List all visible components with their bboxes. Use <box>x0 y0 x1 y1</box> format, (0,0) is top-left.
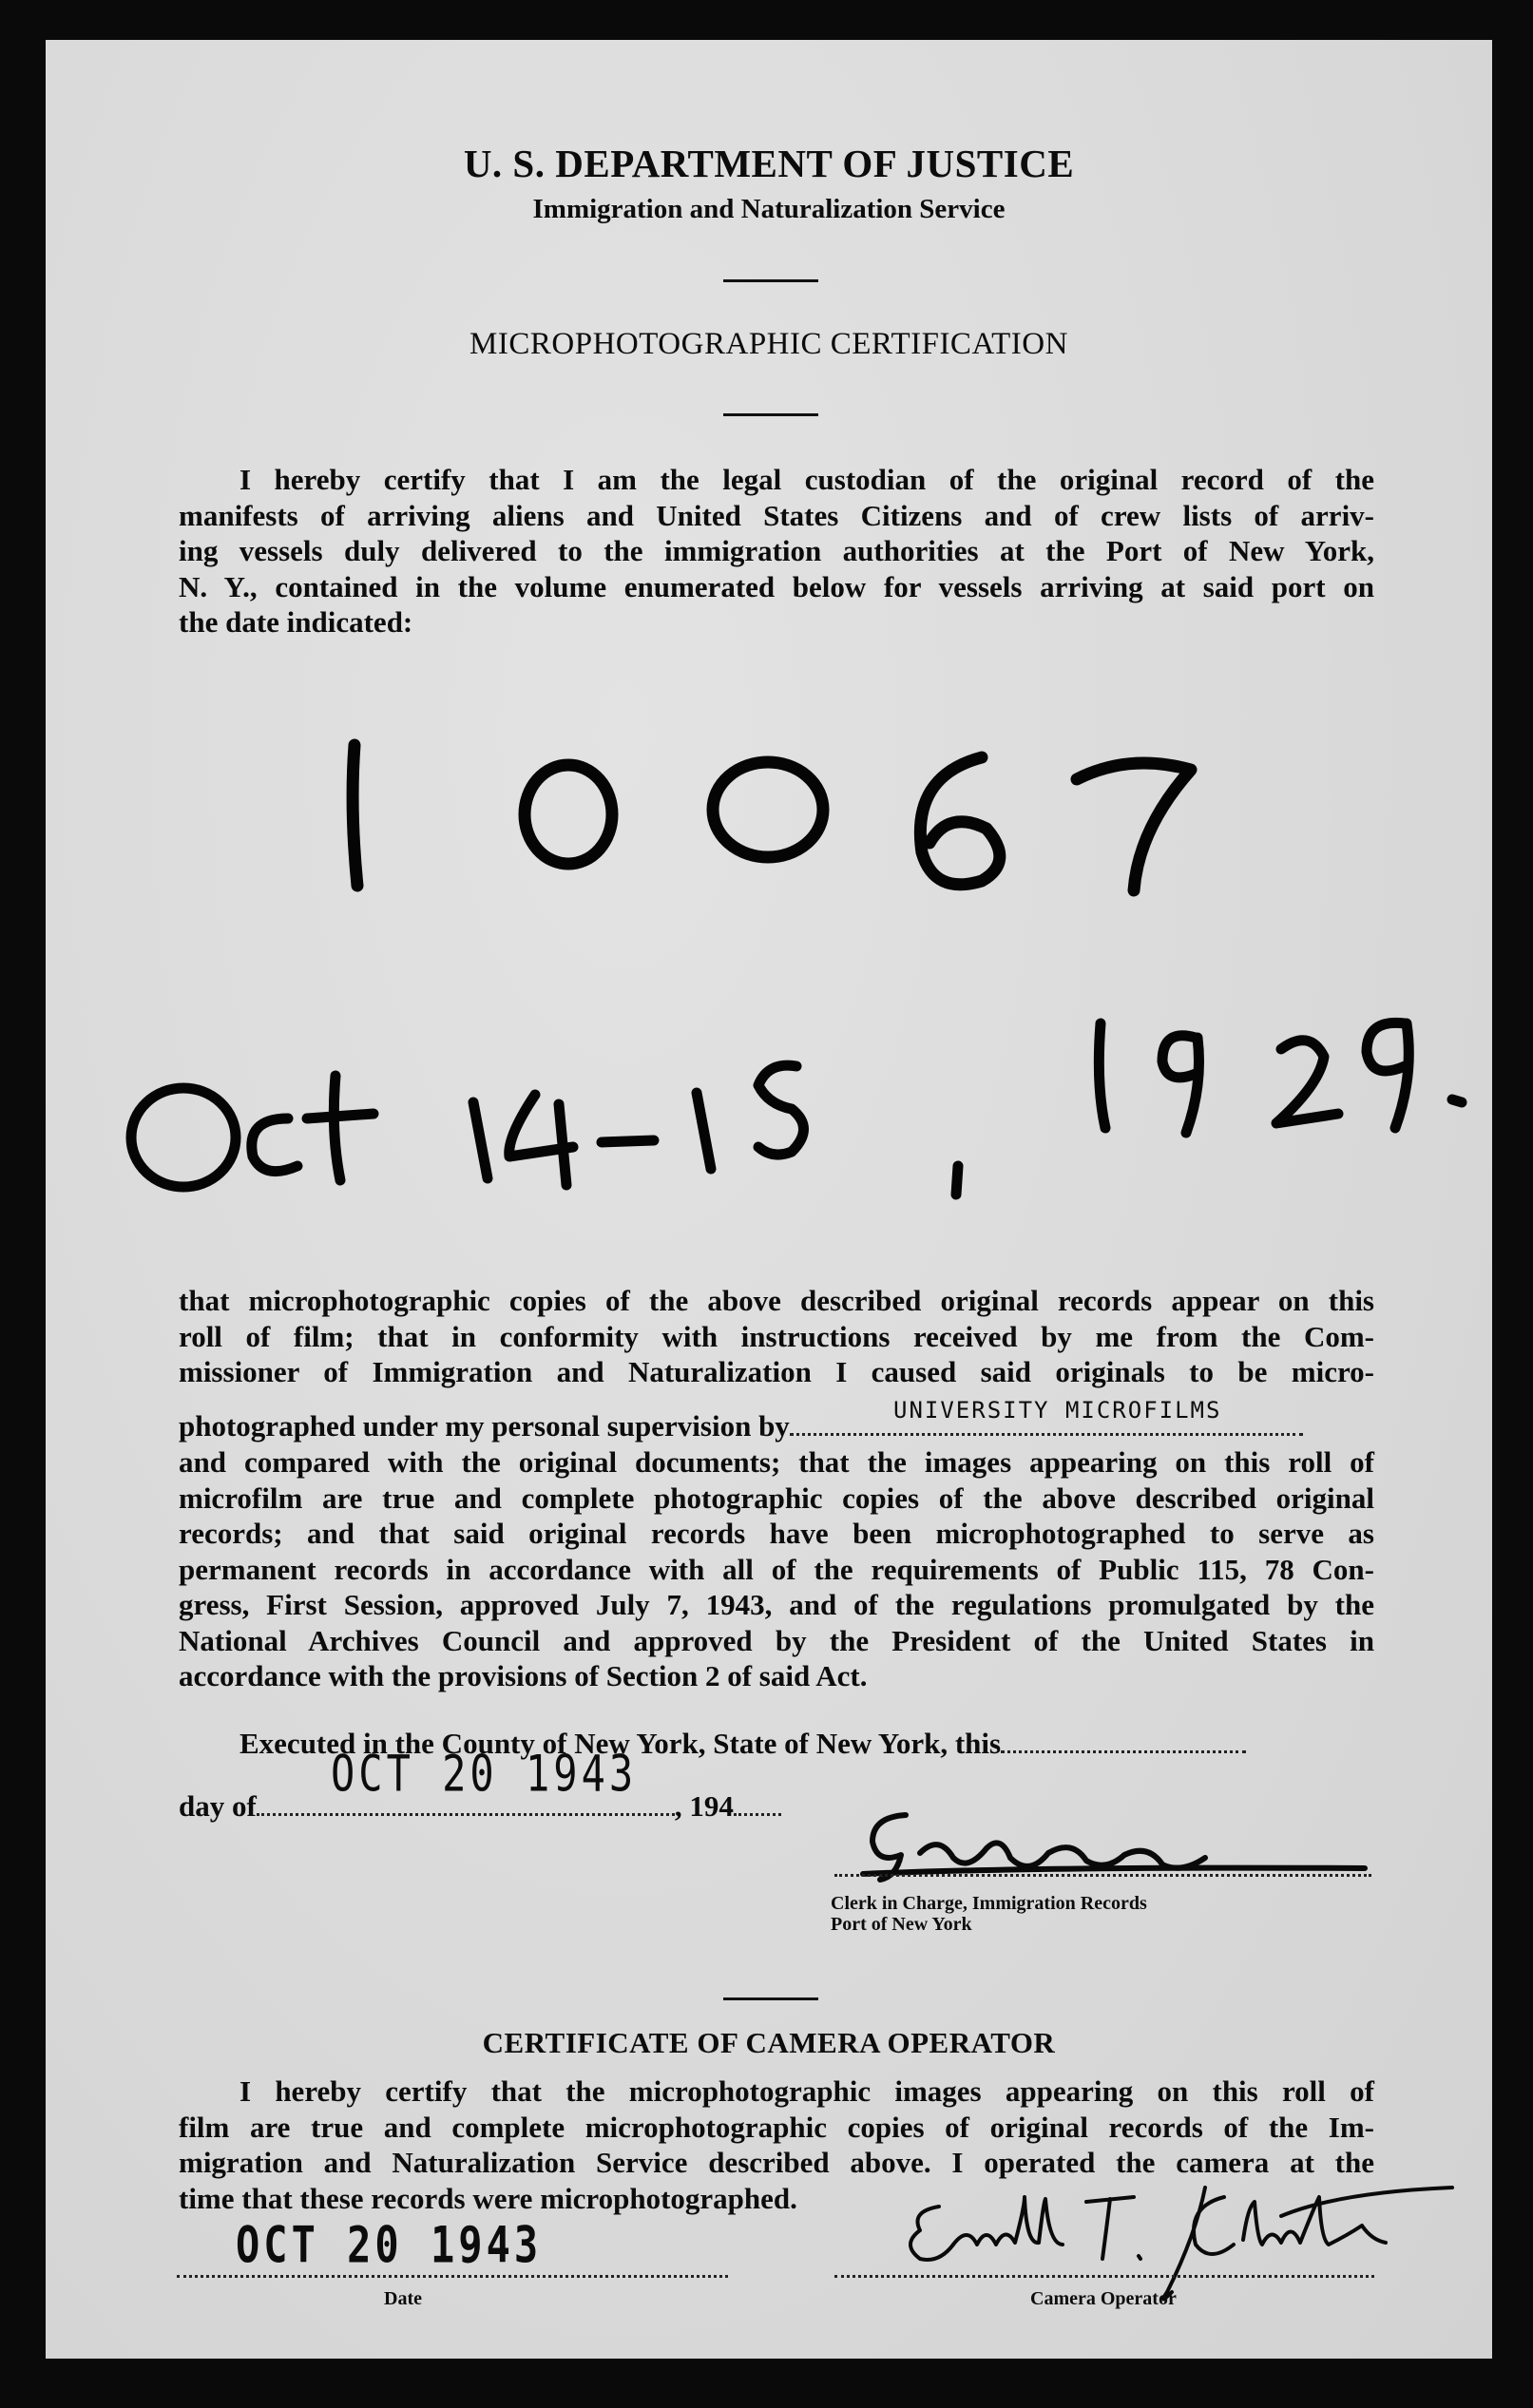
supervision-prefix: photographed under my personal supervision by <box>179 1409 790 1443</box>
year-suffix: , 194 <box>674 1789 734 1823</box>
paragraph-line: National Archives Council and approved by the President of the United States in <box>179 1623 1374 1657</box>
camera-operator-label: Camera Operator <box>1030 2288 1177 2309</box>
paragraph-line: migration and Naturalization Service described above. I operated the camera at the <box>179 2146 1374 2179</box>
certificate-sheet <box>46 40 1492 2359</box>
paragraph-line: N. Y., contained in the volume enumerated below for vessels arriving at said port on <box>179 569 1374 603</box>
clerk-title-line: Clerk in Charge, Immigration Records <box>831 1893 1147 1914</box>
paragraph-line: I hereby certify that I am the legal custodian of the original record of the <box>240 463 1374 496</box>
paragraph-line: accordance with the provisions of Section 2 of said Act. <box>179 1659 868 1692</box>
certification-title: MICROPHOTOGRAPHIC CERTIFICATION <box>469 327 1068 361</box>
executed-text: Executed in the County of New York, State of New York, this <box>240 1727 1002 1760</box>
paragraph-line: ing vessels duly delivered to the immigration authorities at the Port of New York, <box>179 534 1374 567</box>
supervisor-fill-line <box>790 1433 1303 1436</box>
paragraph-line: the date indicated: <box>179 605 413 639</box>
operator-date-stamp: OCT 20 1943 <box>236 2215 543 2275</box>
divider <box>723 279 818 282</box>
day-of-fill-line <box>257 1813 675 1816</box>
clerk-title-line: Port of New York <box>831 1914 972 1935</box>
operator-signature <box>882 2150 1471 2302</box>
handwritten-volume-number <box>283 686 1281 924</box>
department-heading: U. S. DEPARTMENT OF JUSTICE <box>463 142 1075 185</box>
executed-day-fill-line <box>1001 1750 1246 1753</box>
certification-paragraph-2 <box>179 1283 1374 1390</box>
clerk-signature <box>844 1806 1376 1891</box>
divider <box>723 413 818 416</box>
paragraph-line: I hereby certify that the microphotographic images appearing on this roll of <box>240 2074 1374 2108</box>
service-subheading: Immigration and Naturalization Service <box>532 194 1006 224</box>
clerk-title <box>831 1893 1147 1935</box>
paragraph-line: gress, First Session, approved July 7, 1943, and of the regulations promulgated by the <box>179 1588 1374 1621</box>
supervisor-typed-name: UNIVERSITY MICROFILMS <box>893 1397 1222 1424</box>
paragraph-line: records; and that said original records have been microphotographed to serve as <box>179 1517 1374 1550</box>
operator-date-line <box>177 2275 728 2278</box>
paragraph-line: film are true and complete microphotographic copies of original records of the Im- <box>179 2110 1374 2144</box>
clerk-signature-line <box>834 1874 1371 1877</box>
paragraph-line: that microphotographic copies of the above described original records appear on this <box>179 1284 1374 1317</box>
certification-paragraph-3 <box>179 1444 1374 1694</box>
paragraph-line: missioner of Immigration and Naturalization I caused said originals to be micro- <box>179 1355 1374 1388</box>
certification-paragraph-1 <box>179 462 1374 640</box>
year-fill-line <box>734 1813 781 1816</box>
paragraph-line: roll of film; that in conformity with instructions received by me from the Com- <box>179 1319 1374 1353</box>
paragraph-line: time that these records were microphotographed. <box>179 2181 797 2215</box>
operator-signature-line <box>834 2275 1374 2278</box>
handwritten-date <box>103 962 1490 1218</box>
paragraph-line: permanent records in accordance with all of the requirements of Public 115, 78 Con- <box>179 1552 1374 1586</box>
date-label: Date <box>384 2288 422 2309</box>
paragraph-line: and compared with the original documents; that the images appearing on this roll of <box>179 1445 1374 1479</box>
divider <box>723 1997 818 2000</box>
day-of-label: day of <box>179 1789 257 1823</box>
camera-operator-title: CERTIFICATE OF CAMERA OPERATOR <box>482 2026 1056 2059</box>
paragraph-line: microfilm are true and complete photographic copies of the above described original <box>179 1481 1374 1515</box>
paragraph-line: manifests of arriving aliens and United States Citizens and of crew lists of arriv- <box>179 498 1374 532</box>
execution-date-stamp: OCT 20 1943 <box>331 1744 638 1804</box>
